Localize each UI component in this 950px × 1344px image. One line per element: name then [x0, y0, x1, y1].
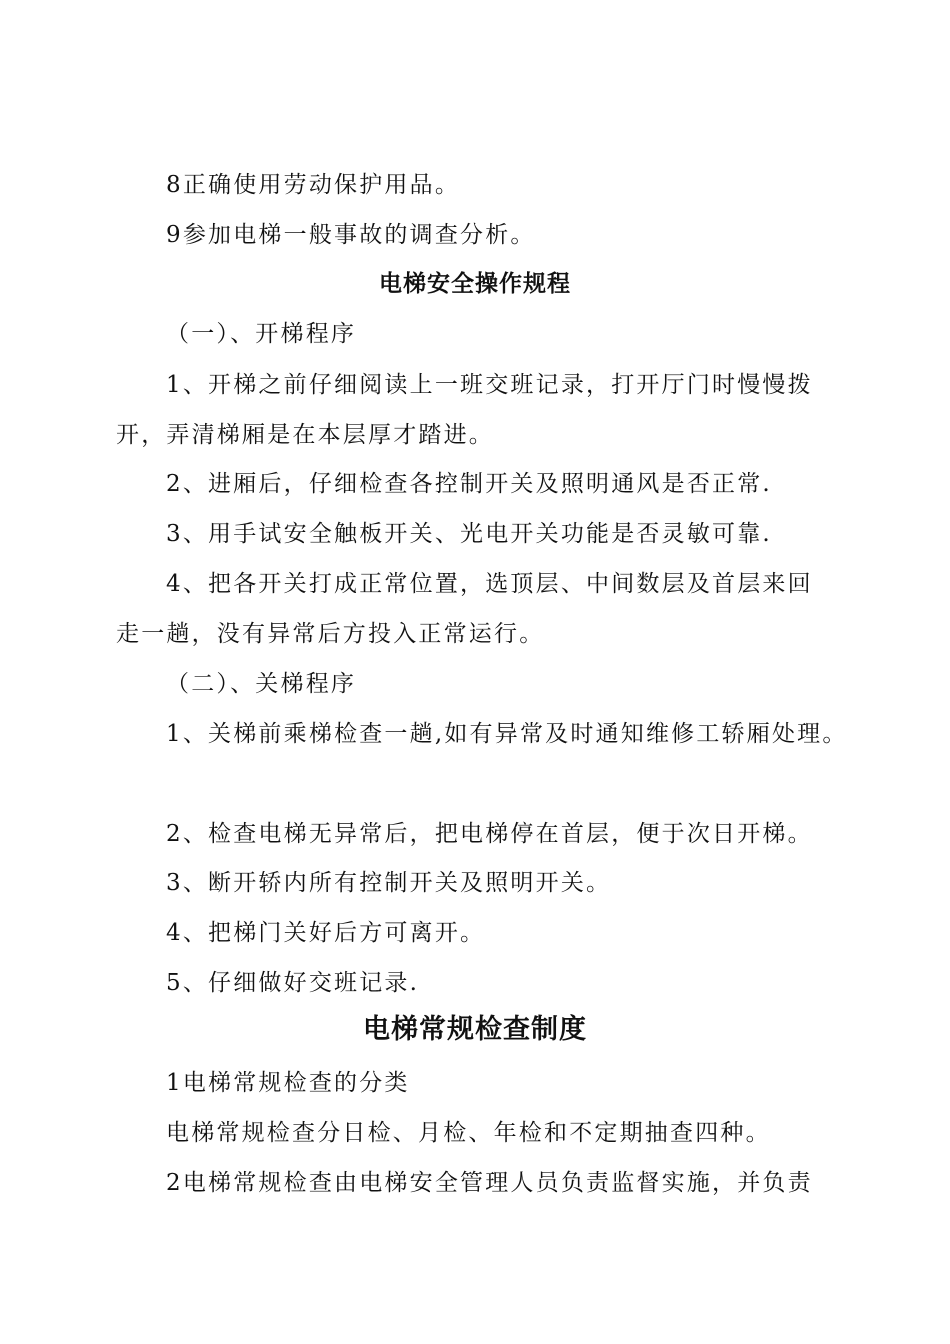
- start-step-4-line-2: 走一趟，没有异常后方投入正常运行。: [116, 621, 545, 647]
- inspection-line-3: 2电梯常规检查由电梯安全管理人员负责监督实施，并负责: [166, 1170, 813, 1196]
- subheading-start-procedure: （一）、开梯程序: [166, 321, 357, 347]
- start-step-4-line-1: 4、把各开关打成正常位置，选顶层、中间数层及首层来回: [166, 571, 813, 597]
- inspection-line-2: 电梯常规检查分日检、月检、年检和不定期抽查四种。: [166, 1120, 771, 1146]
- start-step-2: 2、进厢后，仔细检查各控制开关及照明通风是否正常.: [166, 471, 772, 497]
- close-step-2: 2、检查电梯无异常后，把电梯停在首层，便于次日开梯。: [166, 821, 813, 847]
- close-step-4: 4、把梯门关好后方可离开。: [166, 920, 486, 946]
- section-title-operation: 电梯安全操作规程: [379, 271, 571, 297]
- start-step-1-line-1: 1、开梯之前仔细阅读上一班交班记录，打开厅门时慢慢拨: [166, 372, 813, 398]
- subheading-close-procedure: （二）、关梯程序: [166, 671, 357, 697]
- inspection-line-1: 1电梯常规检查的分类: [166, 1070, 410, 1096]
- section-title-inspection: 电梯常规检查制度: [363, 1014, 587, 1045]
- duty-item-9: 9参加电梯一般事故的调查分析。: [166, 222, 536, 248]
- duty-item-8: 8正确使用劳动保护用品。: [166, 172, 461, 198]
- close-step-5: 5、仔细做好交班记录.: [166, 970, 420, 996]
- start-step-1-line-2: 开，弄清梯厢是在本层厚才踏进。: [116, 422, 494, 448]
- close-step-1: 1、关梯前乘梯检查一趟,如有异常及时通知维修工轿厢处理。: [166, 721, 848, 747]
- start-step-3: 3、用手试安全触板开关、光电开关功能是否灵敏可靠.: [166, 521, 772, 547]
- close-step-3: 3、断开轿内所有控制开关及照明开关。: [166, 870, 612, 896]
